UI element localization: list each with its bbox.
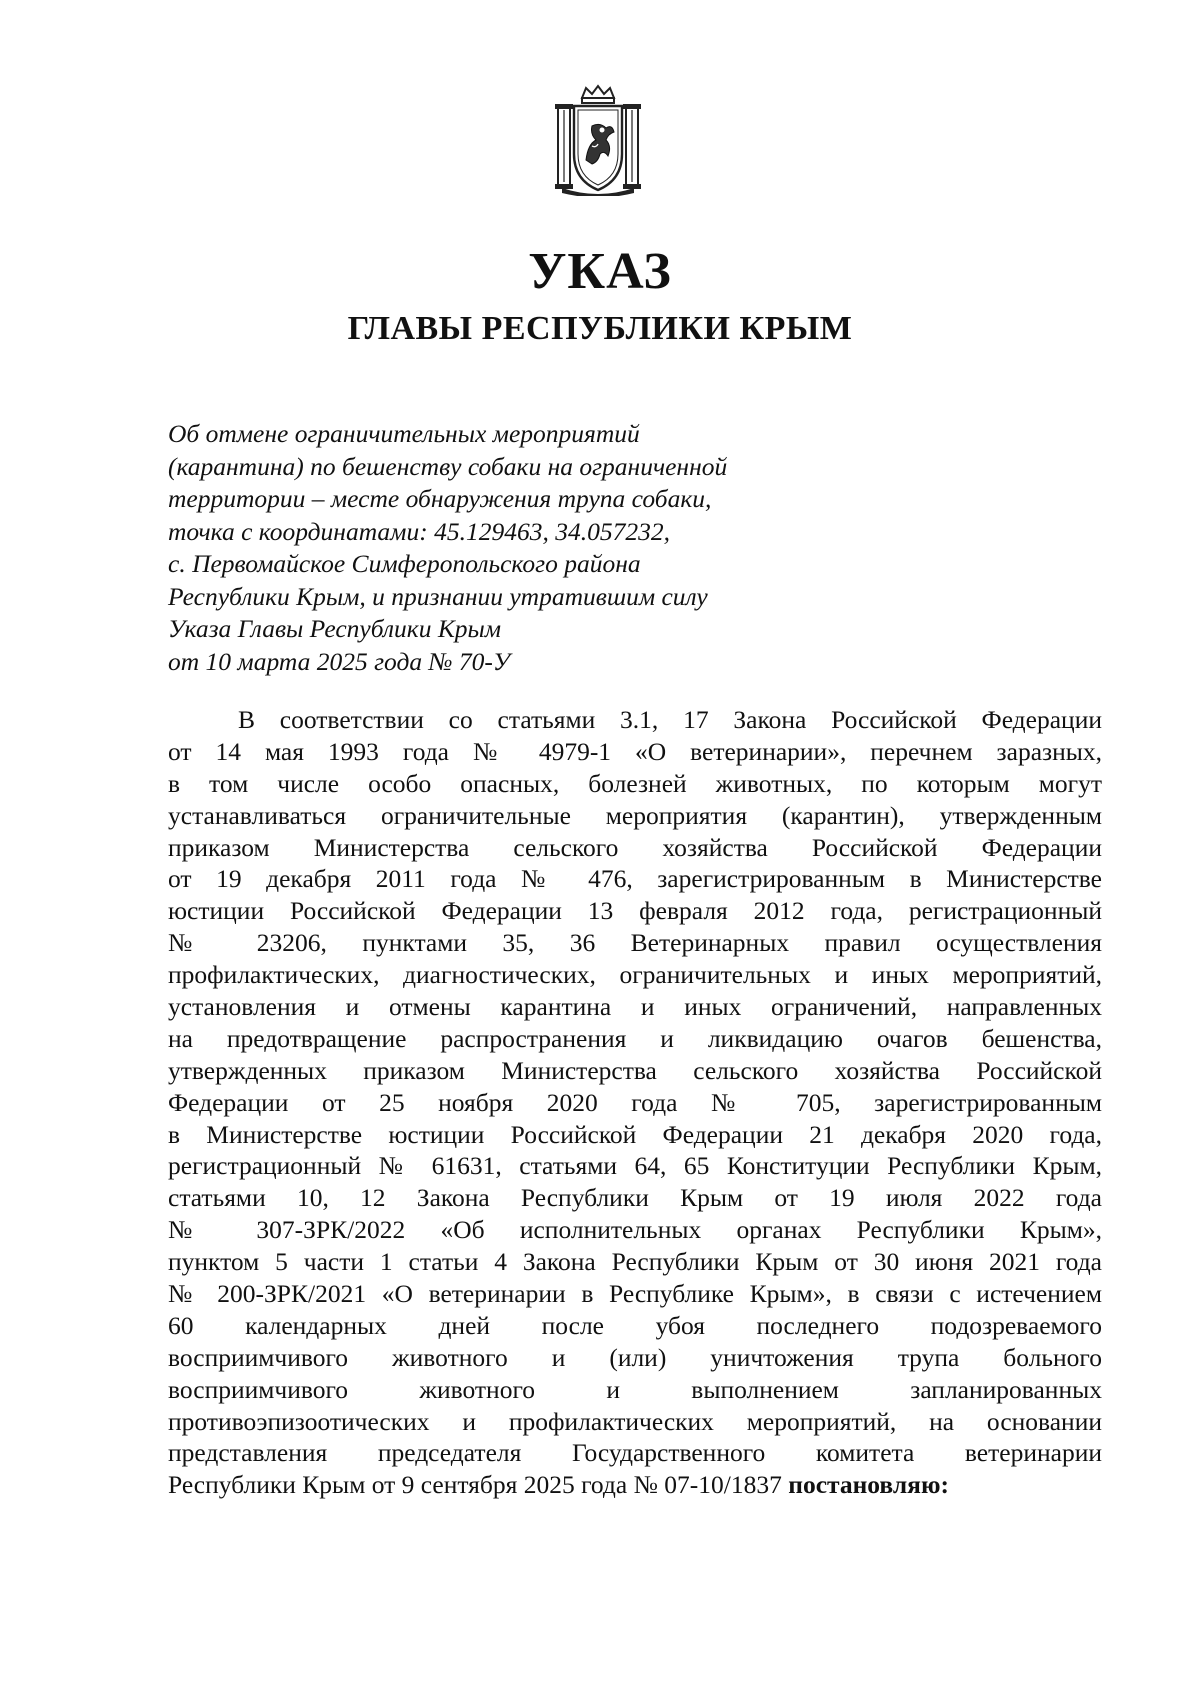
body-line: № 200-ЗРК/2021 «О ветеринарии в Республике Крым», в связи с истечением — [168, 1279, 1102, 1309]
subject-line: Об отмене ограничительных мероприятий — [168, 419, 640, 448]
subject-line: от 10 марта 2025 года № 70-У — [168, 646, 511, 676]
subject-line: Указа Главы Республики Крым — [168, 614, 502, 643]
body-line: восприимчивого животного и выполнением запланированных — [168, 1374, 1102, 1404]
body-line: юстиции Российской Федерации 13 февраля 2012 года, регистрационный — [168, 896, 1102, 926]
body-line: от 14 мая 1993 года № 4979-1 «О ветеринарии», перечнем заразных, — [168, 736, 1102, 766]
body-line: представления председателя Государственного комитета ветеринарии — [168, 1438, 1102, 1468]
subject-line: территории – месте обнаружения трупа собаки, — [168, 484, 712, 513]
body-line: Федерации от 25 ноября 2020 года № 705, зарегистрированным — [168, 1087, 1102, 1117]
closing-line-text: Республики Крым от 9 сентября 2025 года № 07-10/1837 — [168, 1470, 782, 1500]
body-line: в том числе особо опасных, болезней животных, по которым могут — [168, 768, 1102, 798]
body-line: профилактических, диагностических, ограничительных и иных мероприятий, — [168, 960, 1102, 990]
subject-line: Республики Крым, и признании утратившим силу — [168, 581, 708, 611]
body-line: в Министерстве юстиции Российской Федерации 21 декабря 2020 года, — [168, 1119, 1102, 1149]
body-line: утвержденных приказом Министерства сельского хозяйства Российской — [168, 1055, 1102, 1085]
body-line: на предотвращение распространения и ликвидацию очагов бешенства, — [168, 1023, 1102, 1053]
body-line: регистрационный № 61631, статьями 64, 65 Конституции Республики Крым, — [168, 1151, 1102, 1181]
decree-preamble — [168, 704, 1102, 1501]
closing-line — [168, 1469, 1102, 1501]
body-line: от 19 декабря 2011 года № 476, зарегистрированным в Министерстве — [168, 864, 1102, 894]
body-line: В соответствии со статьями 3.1, 17 Закона Российской Федерации — [238, 705, 1102, 734]
decree-word: постановляю: — [788, 1470, 949, 1500]
body-line: № 23206, пунктами 35, 36 Ветеринарных правил осуществления — [168, 928, 1102, 958]
subject-line: точка с координатами: 45.129463, 34.057232, — [168, 516, 670, 546]
subject-line: с. Первомайское Симферопольского района — [168, 549, 641, 578]
body-line: приказом Министерства сельского хозяйства Российской Федерации — [168, 832, 1102, 862]
body-line: восприимчивого животного и (или) уничтожения трупа больного — [168, 1342, 1102, 1372]
body-line: статьями 10, 12 Закона Республики Крым от 19 июля 2022 года — [168, 1183, 1102, 1213]
body-line: № 307-ЗРК/2022 «Об исполнительных органах Республики Крым», — [168, 1215, 1102, 1245]
body-line: 60 календарных дней после убоя последнего подозреваемого — [168, 1310, 1102, 1340]
body-line: установления и отмены карантина и иных ограничений, направленных — [168, 992, 1102, 1022]
body-line: противоэпизоотических и профилактических мероприятий, на основании — [168, 1406, 1102, 1436]
subject-line: (карантина) по бешенству собаки на ограниченной — [168, 451, 728, 481]
body-line: устанавливаться ограничительные мероприятия (карантин), утвержденным — [168, 800, 1102, 830]
decree-subject — [168, 418, 808, 678]
body-line: пунктом 5 части 1 статьи 4 Закона Республики Крым от 30 июня 2021 года — [168, 1247, 1102, 1277]
document-title: УКАЗ — [528, 243, 672, 300]
coat-of-arms-icon — [552, 84, 644, 196]
document-subtitle: ГЛАВЫ РЕСПУБЛИКИ КРЫМ — [347, 310, 853, 347]
